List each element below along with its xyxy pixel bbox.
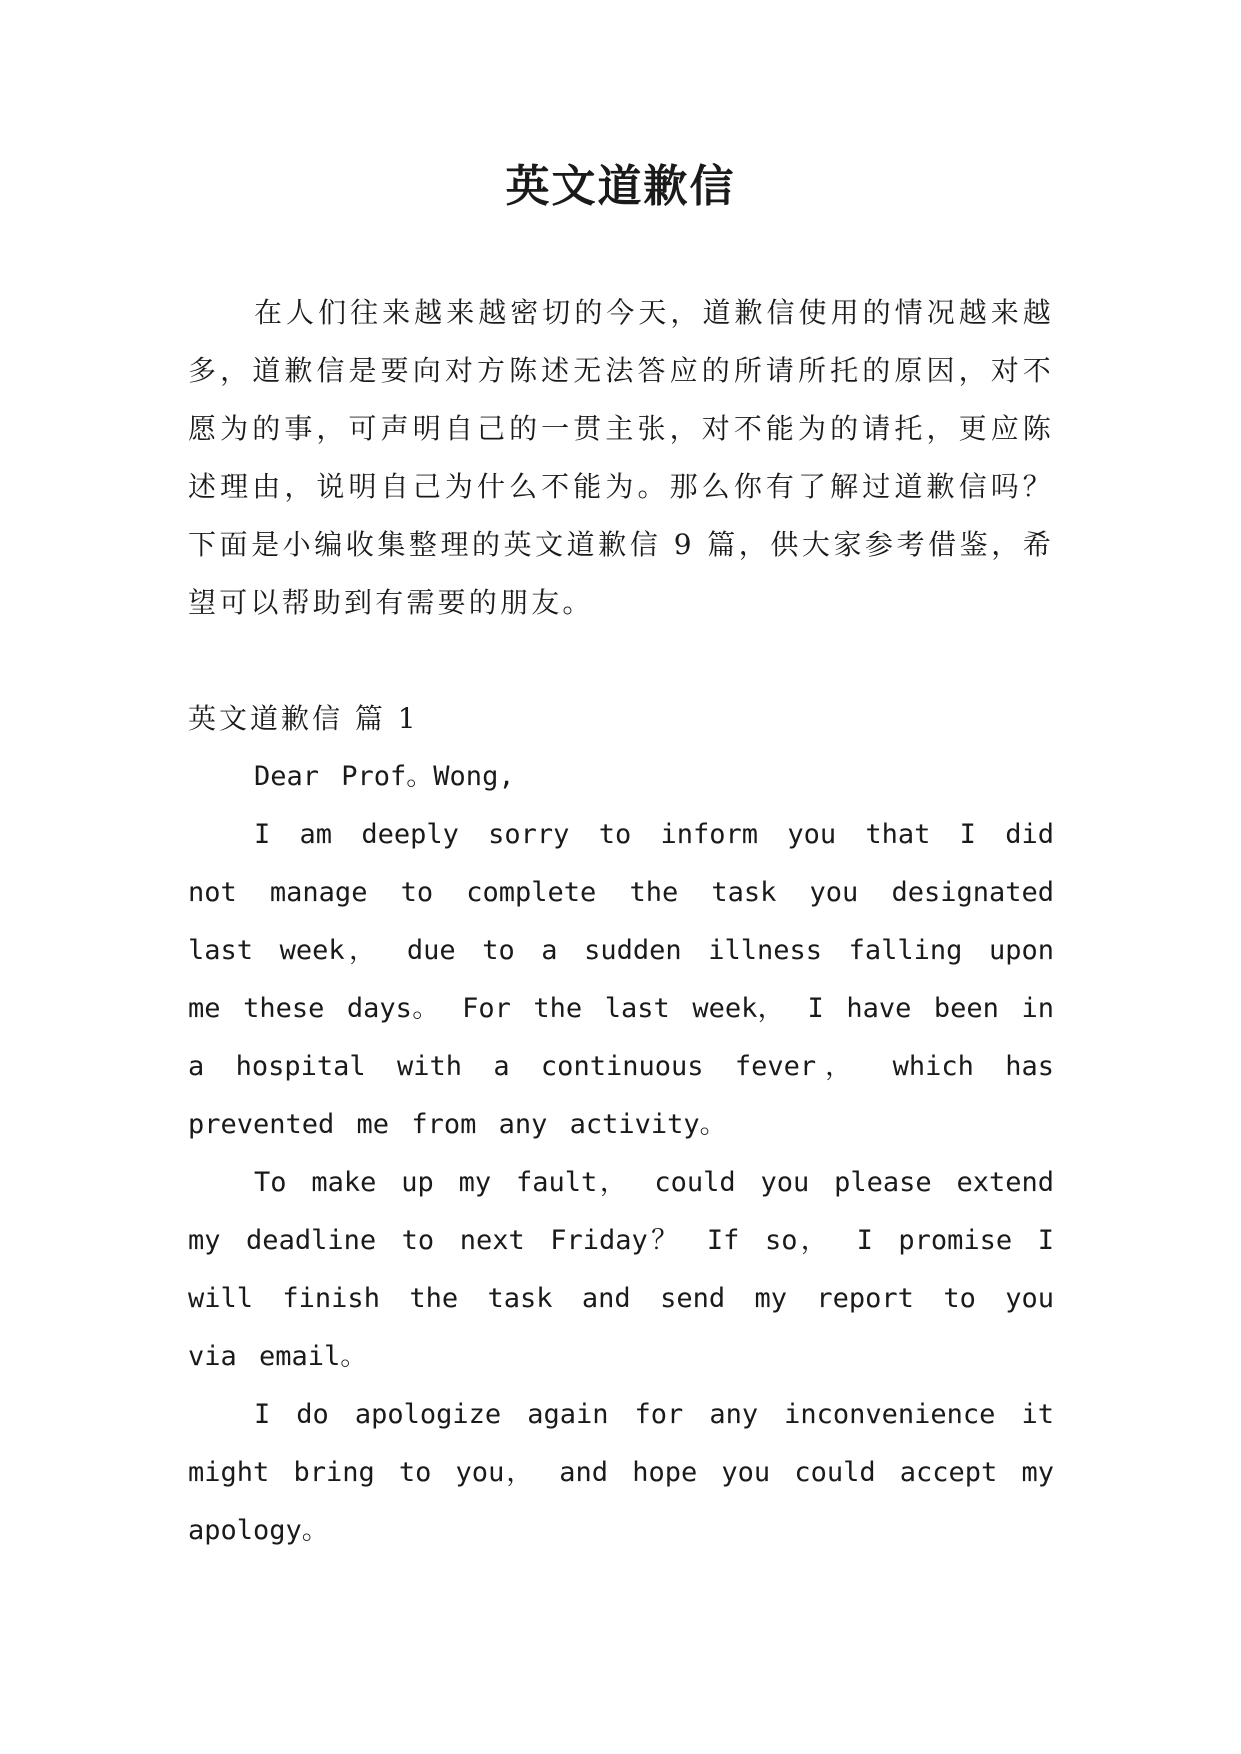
letter-paragraph: I am deeply sorry to inform you that I did not manage to complete the task you designated last week， due to a sudden illness falling upon me these days。 For the last week， I have been in a hospital with a continuous fever， which has prevented me from any activity。 [188, 819, 1054, 1140]
letter-paragraph: I do apologize again for any inconvenience it might bring to you， and hope you could accept my apology。 [188, 1399, 1054, 1546]
intro-paragraph: 在人们往来越来越密切的今天，道歉信使用的情况越来越多，道歉信是要向对方陈述无法答应的所请所托的原因，对不愿为的事，可声明自己的一贯主张，对不能为的请托，更应陈述理由，说明自己为什么不能为。那么你有了解过道歉信吗？下面是小编收集整理的英文道歉信 9 篇，供大家参考借鉴，希望可以帮助到有需要的朋友。 [188, 296, 1054, 619]
section-heading: 英文道歉信 篇 1 [188, 702, 419, 735]
apology-letter [188, 748, 1054, 1560]
document-title: 英文道歉信 [505, 161, 736, 212]
letter-salutation: Dear Prof。Wong, [254, 761, 515, 792]
letter-paragraph: To make up my fault， could you please extend my deadline to next Friday？ If so， I promise I will finish the task and send my report to you via email。 [188, 1167, 1054, 1372]
document-body [188, 284, 1054, 1560]
